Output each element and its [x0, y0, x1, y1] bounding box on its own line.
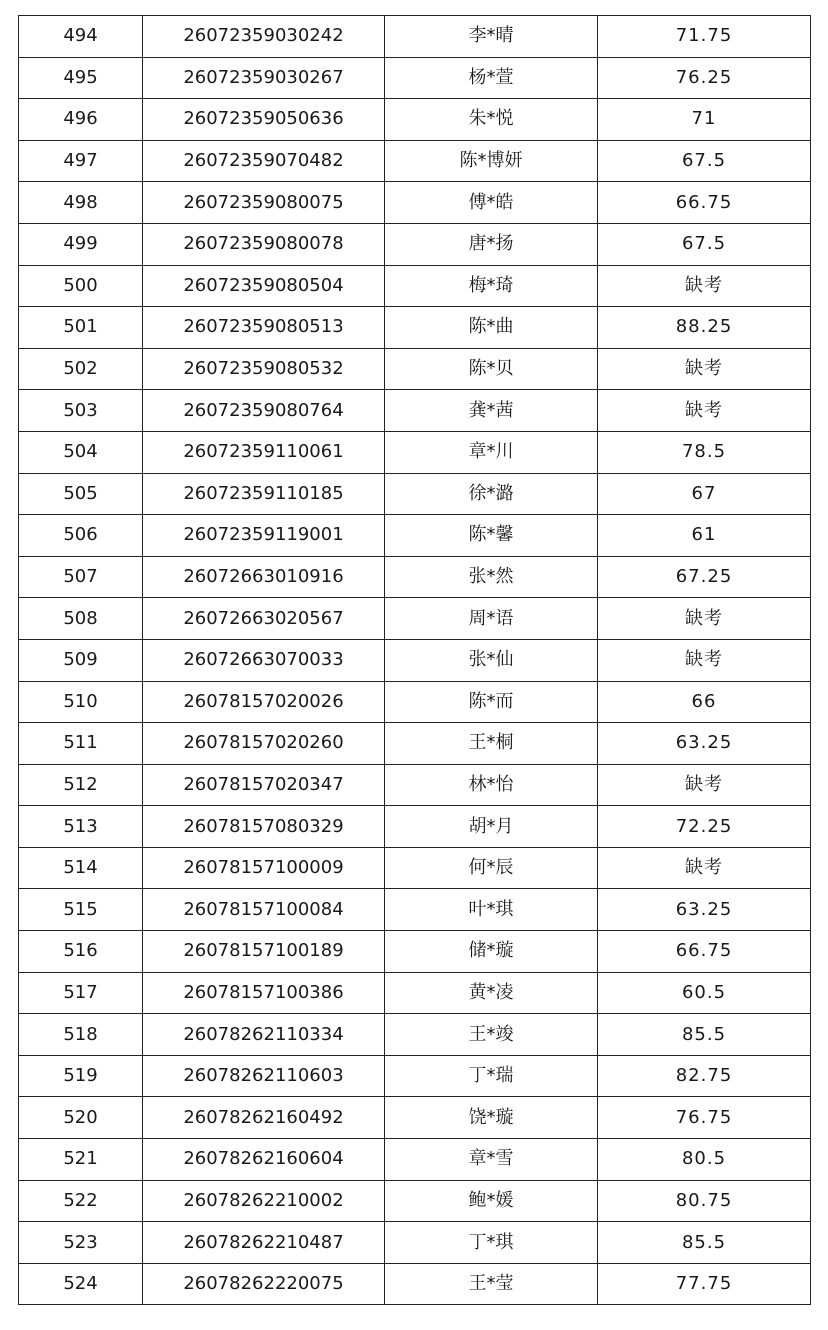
score-cell: 缺考 — [598, 390, 811, 432]
candidate-id-cell: 26072359080075 — [143, 182, 385, 224]
sequence-number-cell: 500 — [19, 265, 143, 307]
candidate-id-cell: 26072359080532 — [143, 348, 385, 390]
score-cell: 76.25 — [598, 57, 811, 99]
score-cell: 88.25 — [598, 307, 811, 349]
sequence-number-cell: 518 — [19, 1014, 143, 1056]
sequence-number-cell: 501 — [19, 307, 143, 349]
candidate-id-cell: 26072359050636 — [143, 99, 385, 141]
candidate-id-cell: 26072663010916 — [143, 556, 385, 598]
candidate-name-cell: 鲍*媛 — [385, 1180, 598, 1222]
sequence-number-cell: 496 — [19, 99, 143, 141]
candidate-id-cell: 26078157080329 — [143, 806, 385, 848]
sequence-number-cell: 511 — [19, 723, 143, 765]
score-cell: 60.5 — [598, 972, 811, 1014]
candidate-id-cell: 26072359080764 — [143, 390, 385, 432]
sequence-number-cell: 512 — [19, 764, 143, 806]
candidate-id-cell: 26078262160604 — [143, 1139, 385, 1181]
candidate-id-cell: 26078157020347 — [143, 764, 385, 806]
sequence-number-cell: 508 — [19, 598, 143, 640]
table-row — [19, 723, 811, 765]
score-cell: 67.5 — [598, 223, 811, 265]
candidate-id-cell: 26078157020026 — [143, 681, 385, 723]
table-row — [19, 1222, 811, 1264]
score-cell: 76.75 — [598, 1097, 811, 1139]
candidate-name-cell: 陈*博妍 — [385, 140, 598, 182]
score-cell: 61 — [598, 515, 811, 557]
score-table — [18, 15, 811, 1305]
score-cell: 63.25 — [598, 723, 811, 765]
candidate-name-cell: 朱*悦 — [385, 99, 598, 141]
candidate-id-cell: 26072359080504 — [143, 265, 385, 307]
table-row — [19, 806, 811, 848]
score-table-body — [19, 16, 811, 1305]
table-row — [19, 889, 811, 931]
candidate-name-cell: 王*桐 — [385, 723, 598, 765]
table-row — [19, 847, 811, 889]
score-cell: 85.5 — [598, 1014, 811, 1056]
table-row — [19, 348, 811, 390]
candidate-name-cell: 林*怡 — [385, 764, 598, 806]
sequence-number-cell: 499 — [19, 223, 143, 265]
sequence-number-cell: 497 — [19, 140, 143, 182]
candidate-name-cell: 李*晴 — [385, 16, 598, 58]
candidate-name-cell: 陈*而 — [385, 681, 598, 723]
sequence-number-cell: 505 — [19, 473, 143, 515]
candidate-id-cell: 26072663070033 — [143, 639, 385, 681]
table-row — [19, 1263, 811, 1305]
candidate-id-cell: 26078262110334 — [143, 1014, 385, 1056]
table-row — [19, 598, 811, 640]
candidate-id-cell: 26078157020260 — [143, 723, 385, 765]
candidate-id-cell: 26078262220075 — [143, 1263, 385, 1305]
score-cell: 缺考 — [598, 639, 811, 681]
candidate-name-cell: 章*川 — [385, 431, 598, 473]
table-row — [19, 57, 811, 99]
sequence-number-cell: 509 — [19, 639, 143, 681]
sequence-number-cell: 520 — [19, 1097, 143, 1139]
candidate-name-cell: 王*竣 — [385, 1014, 598, 1056]
table-row — [19, 307, 811, 349]
score-cell: 71.75 — [598, 16, 811, 58]
score-cell: 66 — [598, 681, 811, 723]
score-cell: 77.75 — [598, 1263, 811, 1305]
candidate-name-cell: 周*语 — [385, 598, 598, 640]
score-cell: 63.25 — [598, 889, 811, 931]
candidate-id-cell: 26078157100386 — [143, 972, 385, 1014]
sequence-number-cell: 495 — [19, 57, 143, 99]
table-row — [19, 681, 811, 723]
score-cell: 缺考 — [598, 847, 811, 889]
candidate-name-cell: 丁*瑞 — [385, 1055, 598, 1097]
candidate-name-cell: 傅*皓 — [385, 182, 598, 224]
candidate-id-cell: 26078157100009 — [143, 847, 385, 889]
sequence-number-cell: 503 — [19, 390, 143, 432]
score-cell: 66.75 — [598, 182, 811, 224]
candidate-name-cell: 龚*茜 — [385, 390, 598, 432]
candidate-name-cell: 储*璇 — [385, 931, 598, 973]
score-cell: 78.5 — [598, 431, 811, 473]
sequence-number-cell: 524 — [19, 1263, 143, 1305]
score-cell: 71 — [598, 99, 811, 141]
sequence-number-cell: 516 — [19, 931, 143, 973]
score-cell: 67 — [598, 473, 811, 515]
sequence-number-cell: 504 — [19, 431, 143, 473]
table-row — [19, 473, 811, 515]
score-cell: 缺考 — [598, 348, 811, 390]
sequence-number-cell: 519 — [19, 1055, 143, 1097]
candidate-name-cell: 徐*潞 — [385, 473, 598, 515]
score-cell: 67.25 — [598, 556, 811, 598]
candidate-name-cell: 杨*萱 — [385, 57, 598, 99]
table-row — [19, 265, 811, 307]
candidate-id-cell: 26072359030242 — [143, 16, 385, 58]
candidate-id-cell: 26072663020567 — [143, 598, 385, 640]
candidate-name-cell: 梅*琦 — [385, 265, 598, 307]
table-row — [19, 1139, 811, 1181]
candidate-name-cell: 张*然 — [385, 556, 598, 598]
candidate-name-cell: 张*仙 — [385, 639, 598, 681]
table-row — [19, 764, 811, 806]
candidate-id-cell: 26078157100189 — [143, 931, 385, 973]
table-row — [19, 140, 811, 182]
score-cell: 82.75 — [598, 1055, 811, 1097]
sequence-number-cell: 517 — [19, 972, 143, 1014]
candidate-id-cell: 26072359110185 — [143, 473, 385, 515]
candidate-name-cell: 饶*璇 — [385, 1097, 598, 1139]
sequence-number-cell: 498 — [19, 182, 143, 224]
table-row — [19, 931, 811, 973]
table-row — [19, 182, 811, 224]
table-row — [19, 16, 811, 58]
candidate-id-cell: 26078262210487 — [143, 1222, 385, 1264]
sequence-number-cell: 515 — [19, 889, 143, 931]
candidate-name-cell: 王*莹 — [385, 1263, 598, 1305]
candidate-name-cell: 陈*曲 — [385, 307, 598, 349]
candidate-id-cell: 26078157100084 — [143, 889, 385, 931]
sequence-number-cell: 522 — [19, 1180, 143, 1222]
candidate-name-cell: 何*辰 — [385, 847, 598, 889]
sequence-number-cell: 506 — [19, 515, 143, 557]
sequence-number-cell: 510 — [19, 681, 143, 723]
candidate-id-cell: 26078262110603 — [143, 1055, 385, 1097]
sequence-number-cell: 513 — [19, 806, 143, 848]
score-cell: 80.75 — [598, 1180, 811, 1222]
table-row — [19, 431, 811, 473]
score-cell: 66.75 — [598, 931, 811, 973]
candidate-name-cell: 叶*琪 — [385, 889, 598, 931]
candidate-id-cell: 26072359070482 — [143, 140, 385, 182]
candidate-name-cell: 陈*贝 — [385, 348, 598, 390]
table-row — [19, 223, 811, 265]
table-row — [19, 1014, 811, 1056]
candidate-id-cell: 26078262210002 — [143, 1180, 385, 1222]
sequence-number-cell: 514 — [19, 847, 143, 889]
score-cell: 缺考 — [598, 764, 811, 806]
table-row — [19, 556, 811, 598]
table-row — [19, 1055, 811, 1097]
table-row — [19, 1097, 811, 1139]
candidate-id-cell: 26072359110061 — [143, 431, 385, 473]
candidate-name-cell: 黄*凌 — [385, 972, 598, 1014]
candidate-name-cell: 章*雪 — [385, 1139, 598, 1181]
score-cell: 80.5 — [598, 1139, 811, 1181]
sequence-number-cell: 507 — [19, 556, 143, 598]
candidate-id-cell: 26072359080513 — [143, 307, 385, 349]
score-cell: 67.5 — [598, 140, 811, 182]
candidate-name-cell: 唐*扬 — [385, 223, 598, 265]
score-cell: 缺考 — [598, 265, 811, 307]
candidate-name-cell: 胡*月 — [385, 806, 598, 848]
sequence-number-cell: 523 — [19, 1222, 143, 1264]
table-row — [19, 390, 811, 432]
table-row — [19, 515, 811, 557]
score-cell: 85.5 — [598, 1222, 811, 1264]
sequence-number-cell: 521 — [19, 1139, 143, 1181]
sequence-number-cell: 502 — [19, 348, 143, 390]
table-row — [19, 99, 811, 141]
sequence-number-cell: 494 — [19, 16, 143, 58]
table-row — [19, 1180, 811, 1222]
candidate-id-cell: 26072359119001 — [143, 515, 385, 557]
score-cell: 72.25 — [598, 806, 811, 848]
candidate-id-cell: 26072359080078 — [143, 223, 385, 265]
candidate-id-cell: 26078262160492 — [143, 1097, 385, 1139]
candidate-name-cell: 陈*馨 — [385, 515, 598, 557]
table-row — [19, 639, 811, 681]
candidate-id-cell: 26072359030267 — [143, 57, 385, 99]
score-cell: 缺考 — [598, 598, 811, 640]
table-row — [19, 972, 811, 1014]
candidate-name-cell: 丁*琪 — [385, 1222, 598, 1264]
